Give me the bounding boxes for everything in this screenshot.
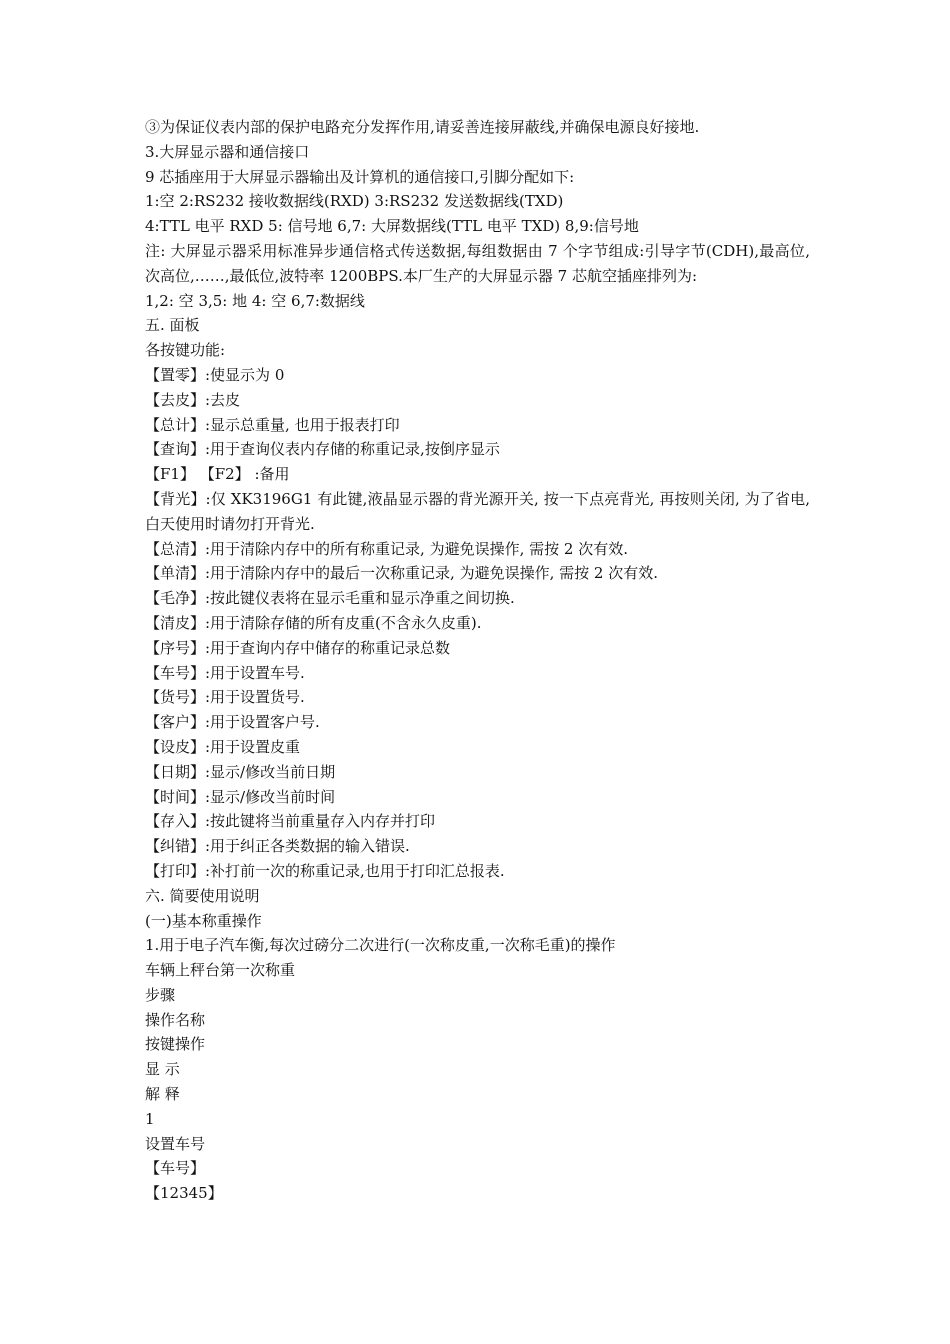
table-header-explanation: 解 释 [145,1085,180,1104]
key-desc-serial: 【序号】:用于查询内存中储存的称重记录总数 [145,638,451,657]
text-line-pins-1-3: 1:空 2:RS232 接收数据线(RXD) 3:RS232 发送数据线(TXD) [145,192,564,211]
key-desc-total: 【总计】:显示总重量, 也用于报表打印 [145,415,400,434]
key-desc-clear-all: 【总清】:用于清除内存中的所有称重记录, 为避免误操作, 需按 2 次有效. [145,539,628,558]
text-line-key-functions: 各按键功能: [145,341,226,360]
table-cell-vehicle-key: 【车号】 [145,1159,206,1178]
table-header-key-operation: 按键操作 [145,1035,206,1054]
text-line-first-weighing: 车辆上秤台第一次称重 [145,961,296,980]
document-page [145,115,810,1206]
key-desc-gross-net: 【毛净】:按此键仪表将在显示毛重和显示净重之间切换. [145,589,515,608]
section-heading-usage: 六. 简要使用说明 [145,886,260,905]
key-desc-f1-f2: 【F1】 【F2】 :备用 [145,465,290,484]
text-line-protection-note: ③为保证仪表内部的保护电路充分发挥作用,请妥善连接屏蔽线,并确保电源良好接地. [145,118,700,136]
key-desc-set-tare: 【设皮】:用于设置皮重 [145,737,301,756]
key-desc-date: 【日期】:显示/修改当前日期 [145,762,336,781]
key-desc-clear-single: 【单清】:用于清除内存中的最后一次称重记录, 为避免误操作, 需按 2 次有效. [145,564,658,583]
table-header-step: 步骤 [145,985,176,1004]
key-desc-print: 【打印】:补打前一次的称重记录,也用于打印汇总报表. [145,861,505,880]
text-paragraph-display-note: 注: 大屏显示器采用标准异步通信格式传送数据,每组数据由 7 个字节组成:引导字节(CDH),最高位,次高位,……,最低位,波特率 1200BPS.本厂生产的大屏显示器 7 芯航空插座排列为: [145,241,810,285]
key-desc-vehicle: 【车号】:用于设置车号. [145,663,305,682]
key-desc-time: 【时间】:显示/修改当前时间 [145,787,336,806]
text-line-aviation-socket: 1,2: 空 3,5: 地 4: 空 6,7:数据线 [145,291,365,310]
table-cell-vehicle-number: 【12345】 [145,1184,223,1203]
key-desc-backlight: 【背光】:仅 XK3196G1 有此键,液晶显示器的背光源开关, 按一下点亮背光, 再按则关闭, 为了省电, 白天使用时请勿打开背光. [145,489,810,533]
section-heading-display-interface: 3.大屏显示器和通信接口 [145,142,310,161]
key-desc-tare: 【去皮】:去皮 [145,390,241,409]
key-desc-store: 【存入】:按此键将当前重量存入内存并打印 [145,812,436,831]
table-header-display: 显 示 [145,1060,180,1079]
key-desc-goods: 【货号】:用于设置货号. [145,688,305,707]
subsection-heading-basic-weighing: (一)基本称重操作 [145,911,262,930]
table-cell-step-1: 1 [145,1109,155,1128]
key-desc-query: 【查询】:用于查询仪表内存储的称重记录,按倒序显示 [145,440,500,459]
text-line-truck-scale-operation: 1.用于电子汽车衡,每次过磅分二次进行(一次称皮重,一次称毛重)的操作 [145,936,616,955]
key-desc-correct: 【纠错】:用于纠正各类数据的输入错误. [145,837,410,856]
key-desc-customer: 【客户】:用于设置客户号. [145,713,320,732]
key-desc-clear-tare: 【清皮】:用于清除存储的所有皮重(不含永久皮重). [145,613,482,632]
key-desc-zero: 【置零】:使显示为 0 [145,365,285,384]
table-cell-set-vehicle: 设置车号 [145,1134,206,1153]
section-heading-panel: 五. 面板 [145,316,200,335]
text-line-pins-4-9: 4:TTL 电平 RXD 5: 信号地 6,7: 大屏数据线(TTL 电平 TXD) 8,9:信号地 [145,217,639,236]
table-header-operation-name: 操作名称 [145,1010,206,1029]
text-line-9pin-socket: 9 芯插座用于大屏显示器输出及计算机的通信接口,引脚分配如下: [145,167,575,186]
